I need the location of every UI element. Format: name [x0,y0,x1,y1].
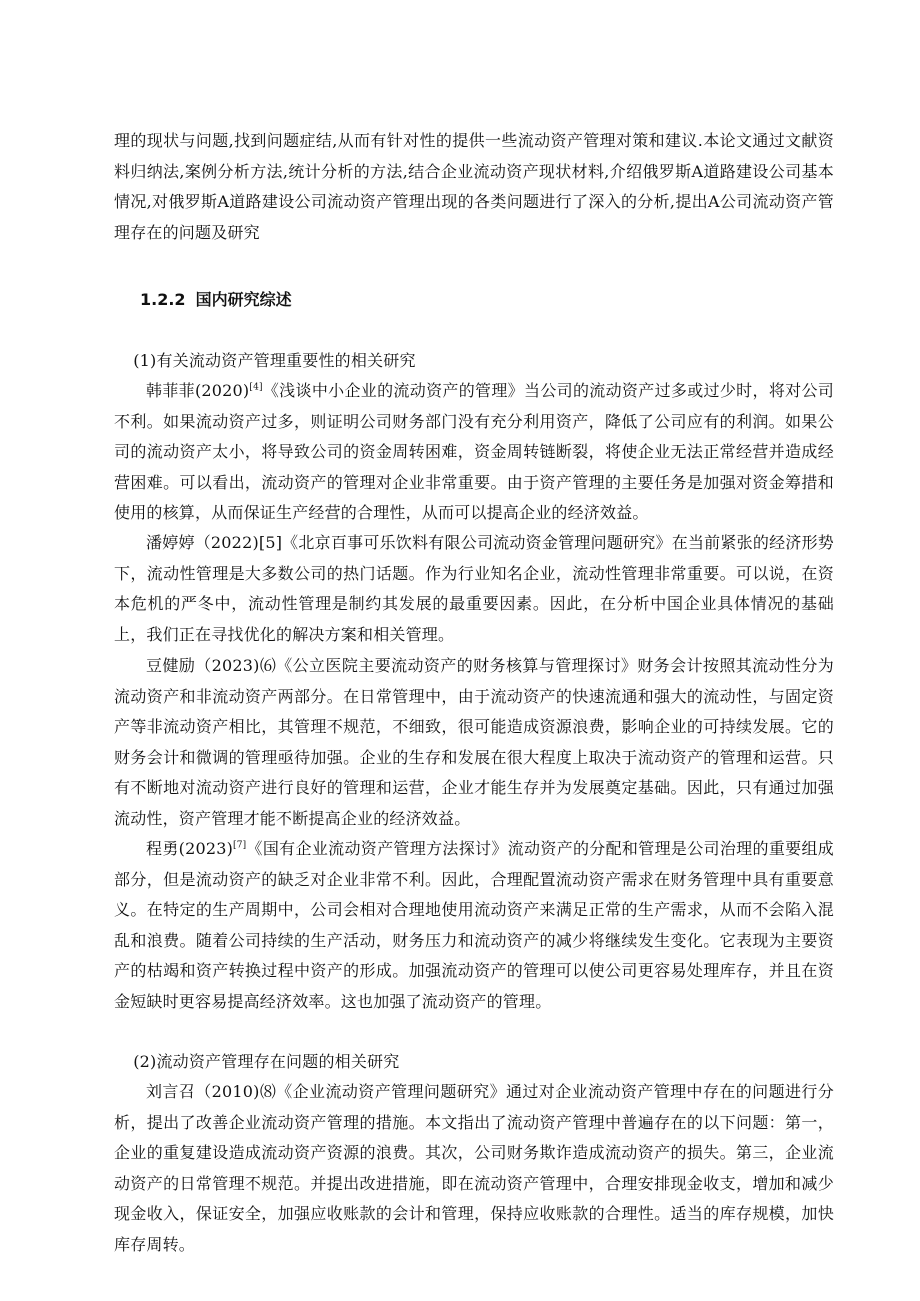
section-heading [140,288,292,312]
citation-ref: [7] [233,840,247,851]
intro-paragraph: 理的现状与问题,找到问题症结,从而有针对性的提供一些流动资产管理对策和建议.本论文通过文献资料归纳法,案例分析方法,统计分析的方法,结合企业流动资产现状材料,介绍俄罗斯A道路建设公司基本情况,对俄罗斯A道路建设公司流动资产管理出现的各类问题进行了深入的分析,提出A公司流动资产管理存在的问题及研究 [114,131,834,242]
citation-author: 程勇(2023) [146,839,234,858]
paragraph-text: 《浅谈中小企业的流动资产的管理》当公司的流动资产过多或过少时，将对公司不利。如果流动资产过多，则证明公司财务部门没有充分利用资产，降低了公司应有的利润。如果公司的流动资产太小，将导致公司的资金周转困难，资金周转链断裂，将使企业无法正常经营并造成经营困难。可以看出，流动资产的管理对企业非常重要。由于资产管理的主要任务是加强对资金筹措和使用的核算，从而保证生产经营的合理性，从而可以提高企业的经济效益。 [114,381,834,522]
citation-ref: [4] [249,382,263,393]
paragraph-han [114,376,834,529]
subheading-problems: (2)流动资产管理存在问题的相关研究 [133,1052,400,1071]
paragraph-cheng [114,834,834,1017]
paragraph-liu: 刘言召（2010)⑻《企业流动资产管理问题研究》通过对企业流动资产管理中存在的问题进行分析，提出了改善企业流动资产管理的措施。本文指出了流动资产管理中普遍存在的以下问题：第一，企业的重复建设造成流动资产资源的浪费。其次，公司财务欺诈造成流动资产的损失。第三，企业流动资产的日常管理不规范。并提出改进措施，即在流动资产管理中，合理安排现金收支，增加和减少现金收入，保证安全，加强应收账款的会计和管理，保持应收账款的合理性。适当的库存规模，加快库存周转。 [114,1082,834,1254]
paragraph-pan: 潘婷婷（2022)[5]《北京百事可乐饮料有限公司流动资金管理问题研究》在当前紧张的经济形势下，流动性管理是大多数公司的热门话题。作为行业知名企业，流动性管理非常重要。可以说，在资本危机的严冬中，流动性管理是制约其发展的最重要因素。因此，在分析中国企业具体情况的基础上，我们正在寻找优化的解决方案和相关管理。 [114,533,834,644]
paragraph-text: 《国有企业流动资产管理方法探讨》流动资产的分配和管理是公司治理的重要组成部分，但是流动资产的缺乏对企业非常不利。因此，合理配置流动资产需求在财务管理中具有重要意义。在特定的生产周期中，公司会相对合理地使用流动资产来满足正常的生产需求，从而不会陷入混乱和浪费。随着公司持续的生产活动，财务压力和流动资产的减少将继续发生变化。它表现为主要资产的枯竭和资产转换过程中资产的形成。加强流动资产的管理可以使公司更容易处理库存，并且在资金短缺时更容易提高经济效率。这也加强了流动资产的管理。 [114,839,834,1011]
citation-author: 韩菲菲(2020) [146,381,250,400]
section-number: 1.2.2 [140,290,186,309]
section-title: 国内研究综述 [195,290,292,309]
paragraph-dou: 豆健励（2023)⑹《公立医院主要流动资产的财务核算与管理探讨》财务会计按照其流动性分为流动资产和非流动资产两部分。在日常管理中，由于流动资产的快速流通和强大的流动性，与固定资产等非流动资产相比，其管理不规范，不细致，很可能造成资源浪费，影响企业的可持续发展。它的财务会计和微调的管理亟待加强。企业的生存和发展在很大程度上取决于流动资产的管理和运营。只有不断地对流动资产进行良好的管理和运营，企业才能生存并为发展奠定基础。因此，只有通过加强流动性，资产管理才能不断提高企业的经济效益。 [114,656,834,828]
subheading-importance: (1)有关流动资产管理重要性的相关研究 [133,351,416,370]
